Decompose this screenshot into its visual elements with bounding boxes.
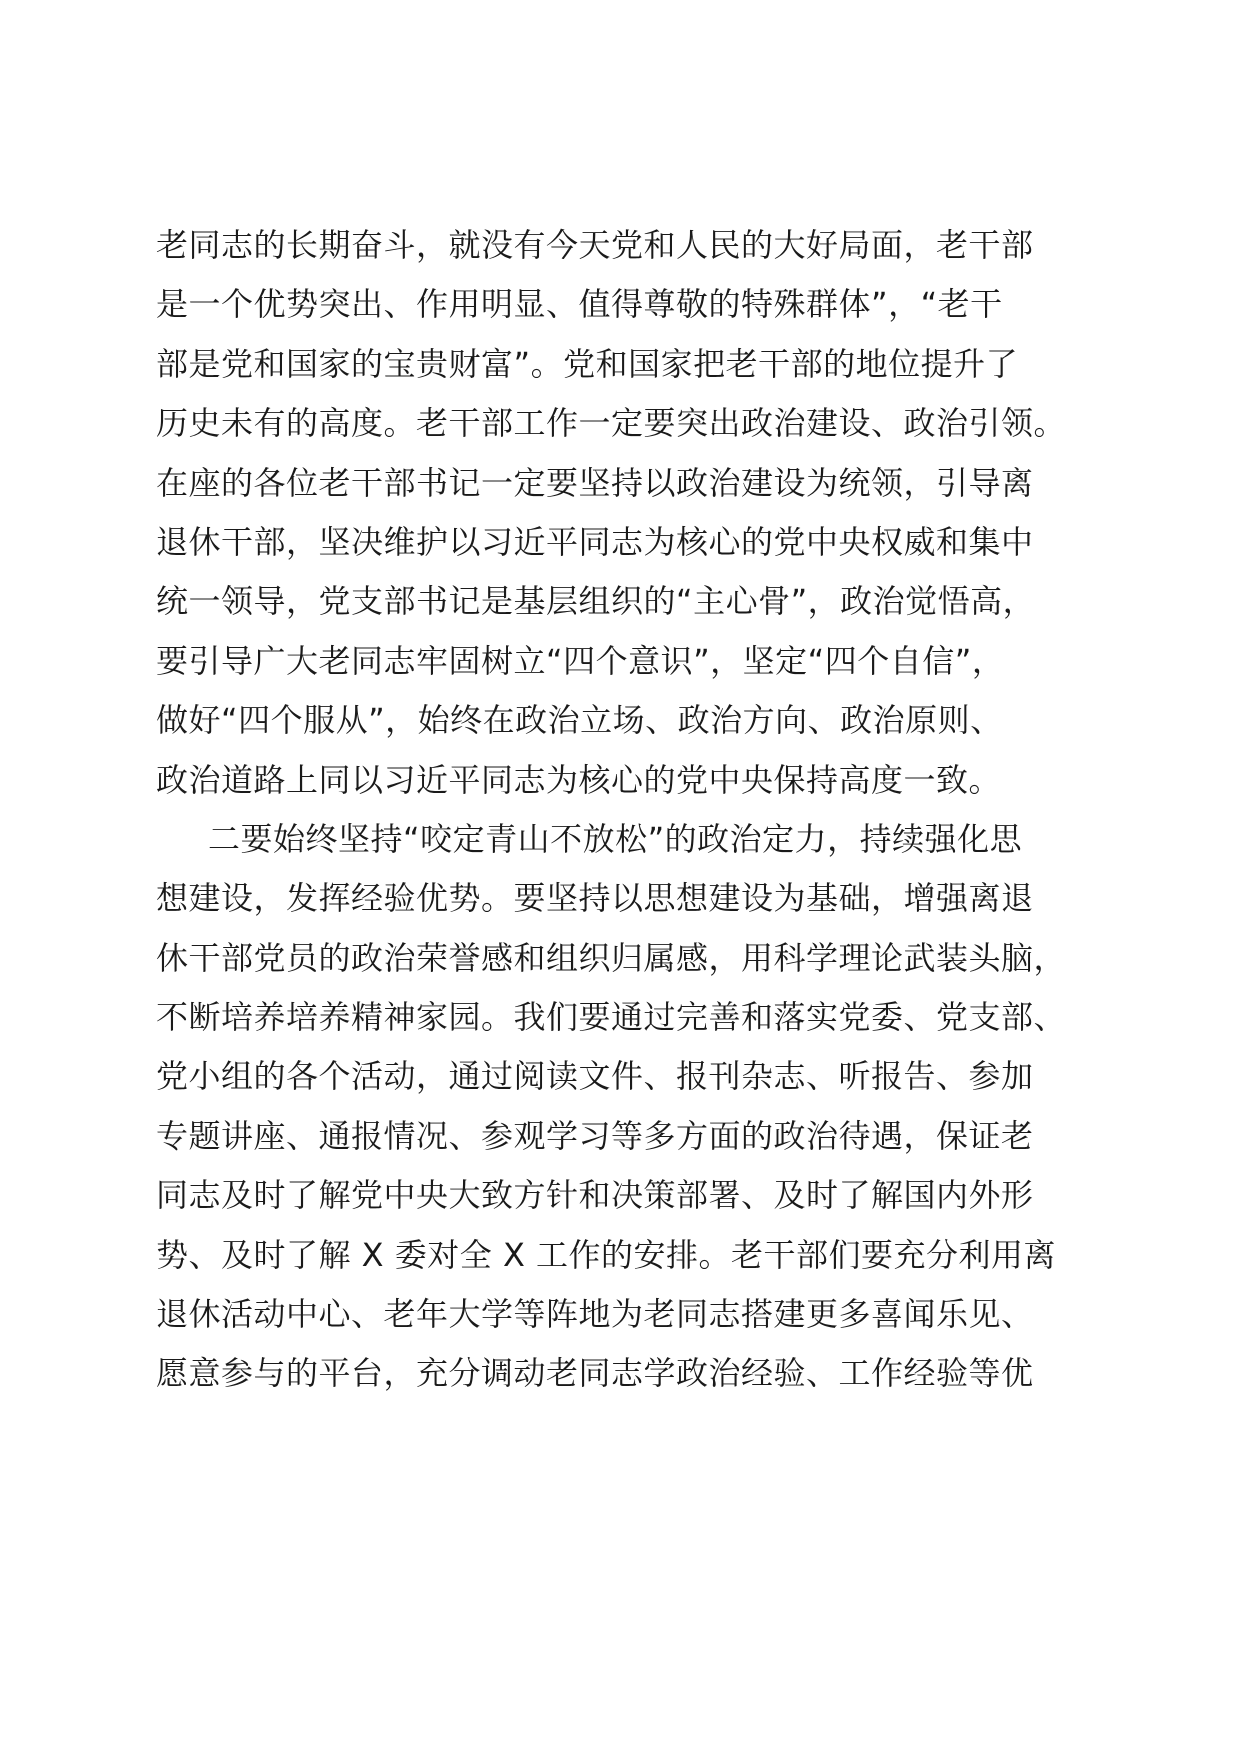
- text-line: 休干部党员的政治荣誉感和组织归属感，用科学理论武装头脑，: [156, 938, 1067, 977]
- text-line: 退休活动中心、老年大学等阵地为老同志搭建更多喜闻乐见、: [156, 1295, 1034, 1334]
- paragraph-start-line: 二要始终坚持“咬定青山不放松”的政治定力，持续强化思: [208, 819, 1023, 858]
- text-line: 历史未有的高度。老干部工作一定要突出政治建设、政治引领。: [156, 404, 1067, 443]
- text-line: 是一个优势突出、作用明显、值得尊敬的特殊群体”，“老干: [156, 285, 1003, 324]
- text-line: 退休干部，坚决维护以习近平同志为核心的党中央权威和集中: [156, 522, 1034, 561]
- text-line: 做好“四个服从”，始终在政治立场、政治方向、政治原则、: [156, 701, 1003, 740]
- text-line: 要引导广大老同志牢固树立“四个意识”，坚定“四个自信”，: [156, 641, 1005, 680]
- text-line: 同志及时了解党中央大致方针和决策部署、及时了解国内外形: [156, 1176, 1034, 1215]
- text-line: 老同志的长期奋斗，就没有今天党和人民的大好局面，老干部: [156, 226, 1034, 264]
- text-line: 想建设，发挥经验优势。要坚持以思想建设为基础，增强离退: [156, 879, 1034, 918]
- text-line: 不断培养培养精神家园。我们要通过完善和落实党委、党支部、: [156, 998, 1067, 1037]
- text-line: 愿意参与的平台，充分调动老同志学政治经验、工作经验等优: [156, 1354, 1034, 1393]
- text-line: 在座的各位老干部书记一定要坚持以政治建设为统领，引导离: [156, 463, 1034, 502]
- text-line: 势、及时了解 X 委对全 X 工作的安排。老干部们要充分利用离: [156, 1235, 1057, 1274]
- document-body: [156, 216, 1096, 1404]
- text-line: 党小组的各个活动，通过阅读文件、报刊杂志、听报告、参加: [156, 1057, 1034, 1096]
- text-line: 政治道路上同以习近平同志为核心的党中央保持高度一致。: [156, 760, 1002, 799]
- text-line: 统一领导，党支部书记是基层组织的“主心骨”，政治觉悟高，: [156, 582, 1036, 621]
- text-line: 专题讲座、通报情况、参观学习等多方面的政治待遇，保证老: [156, 1116, 1034, 1155]
- text-line: 部是党和国家的宝贵财富”。党和国家把老干部的地位提升了: [156, 344, 1019, 383]
